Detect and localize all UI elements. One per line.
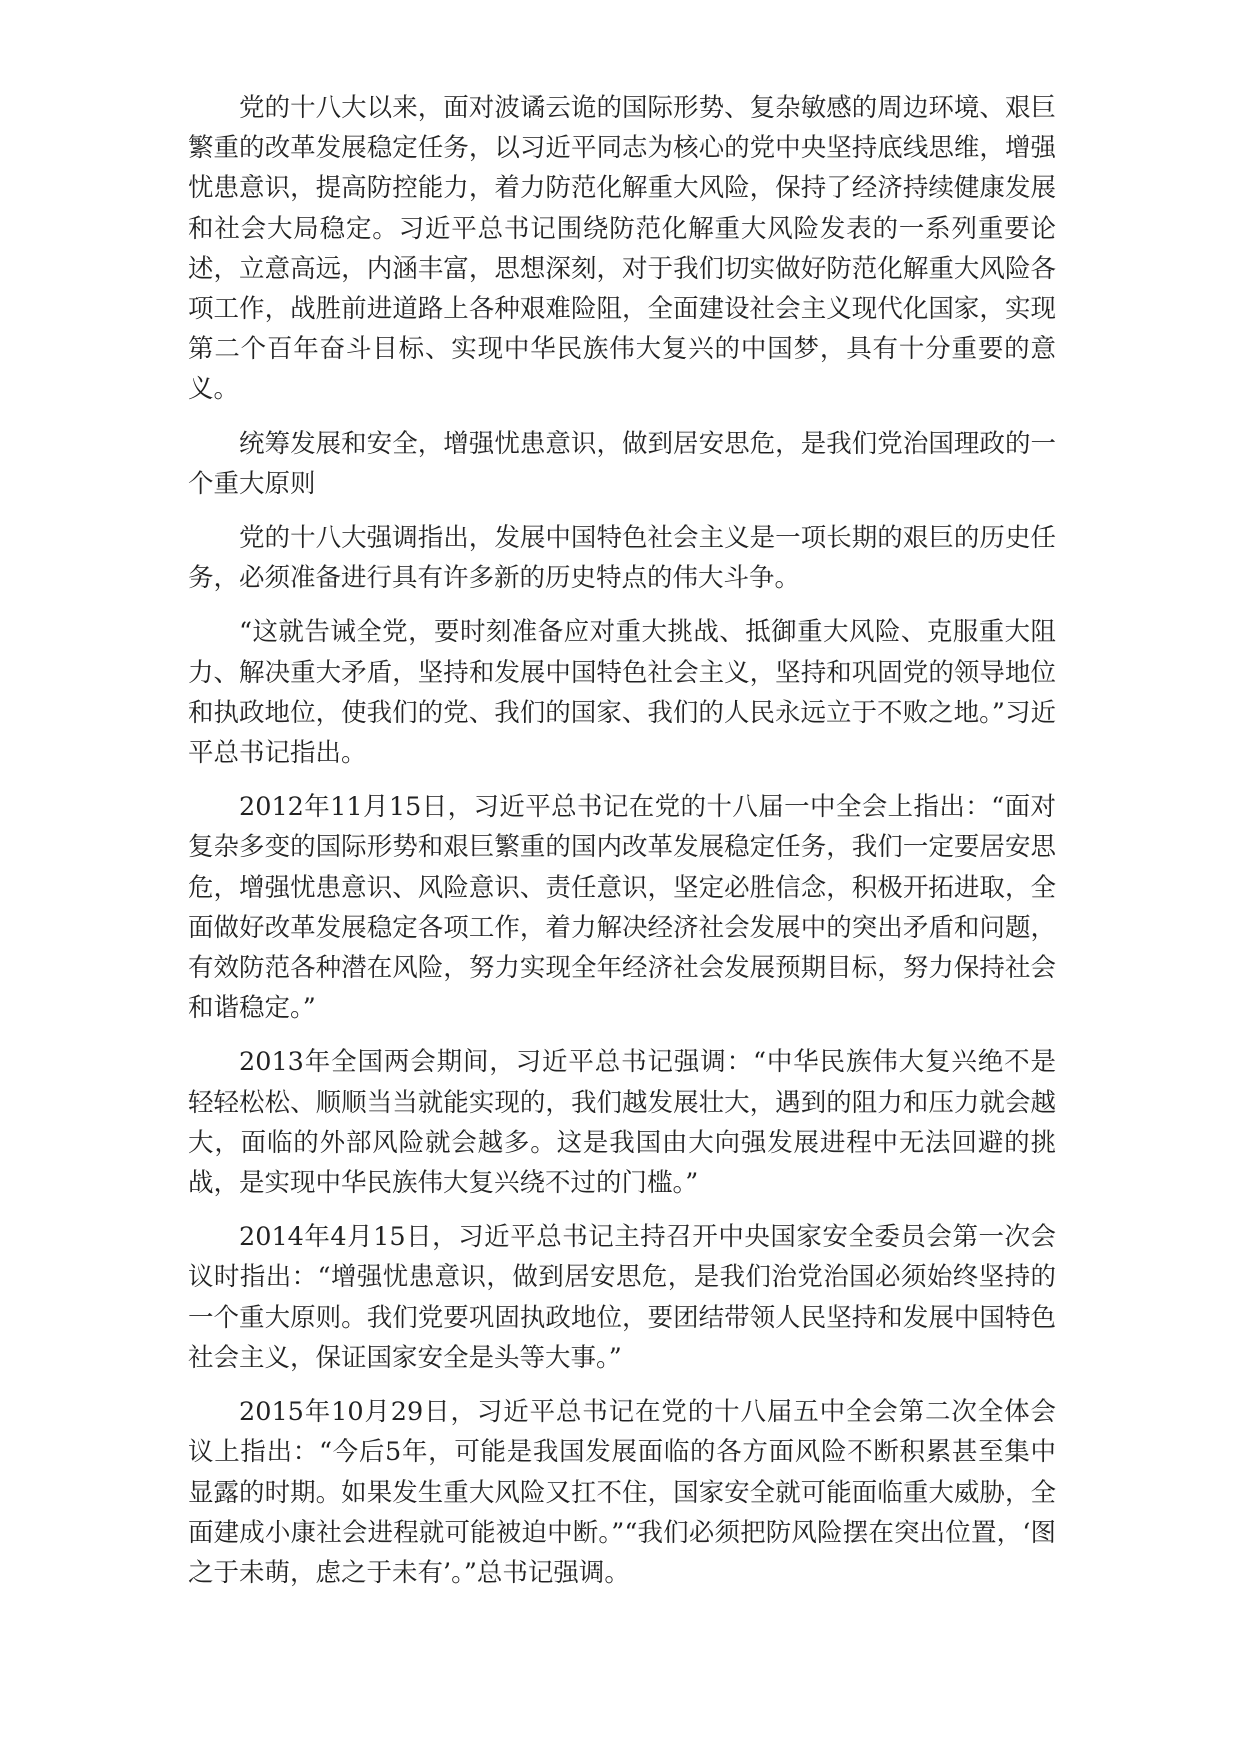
paragraph-2013: 2013年全国两会期间，习近平总书记强调：“中华民族伟大复兴绝不是轻轻松松、顺顺当当就能实现的，我们越发展壮大，遇到的阻力和压力就会越大，面临的外部风险就会越多。这是我国由大向强发展进程中无法回避的挑战，是实现中华民族伟大复兴绕不过的门槛。” bbox=[188, 1047, 1056, 1199]
paragraph-heading-principle: 统筹发展和安全，增强忧患意识，做到居安思危，是我们党治国理政的一个重大原则 bbox=[188, 428, 1056, 499]
paragraph-2015: 2015年10月29日，习近平总书记在党的十八届五中全会第二次全体会议上指出：“今后5年，可能是我国发展面临的各方面风险不断积累甚至集中显露的时期。如果发生重大风险又扛不住，国家安全就可能面临重大威胁，全面建成小康社会进程就可能被迫中断。”“我们必须把防风险摆在突出位置，‘图之于未萌，虑之于未有’。”总书记强调。 bbox=[188, 1397, 1056, 1588]
document-page bbox=[188, 88, 1056, 1607]
paragraph-2014: 2014年4月15日，习近平总书记主持召开中央国家安全委员会第一次会议时指出：“增强忧患意识，做到居安思危，是我们治党治国必须始终坚持的一个重大原则。我们党要巩固执政地位，要团结带领人民坚持和发展中国特色社会主义，保证国家安全是头等大事。” bbox=[188, 1222, 1056, 1373]
paragraph-2012: 2012年11月15日，习近平总书记在党的十八届一中全会上指出：“面对复杂多变的国际形势和艰巨繁重的国内改革发展稳定任务，我们一定要居安思危，增强忧患意识、风险意识、责任意识，坚定必胜信念，积极开拓进取，全面做好改革发展稳定各项工作，着力解决经济社会发展中的突出矛盾和问题，有效防范各种潜在风险，努力实现全年经济社会发展预期目标，努力保持社会和谐稳定。” bbox=[188, 792, 1056, 1024]
paragraph-eighteenth-congress: 党的十八大强调指出，发展中国特色社会主义是一项长期的艰巨的历史任务，必须准备进行具有许多新的历史特点的伟大斗争。 bbox=[188, 523, 1056, 594]
paragraph-intro: 党的十八大以来，面对波谲云诡的国际形势、复杂敏感的周边环境、艰巨繁重的改革发展稳定任务，以习近平同志为核心的党中央坚持底线思维，增强忧患意识，提高防控能力，着力防范化解重大风险，保持了经济持续健康发展和社会大局稳定。习近平总书记围绕防范化解重大风险发表的一系列重要论述，立意高远，内涵丰富，思想深刻，对于我们切实做好防范化解重大风险各项工作，战胜前进道路上各种艰难险阻，全面建设社会主义现代化国家，实现第二个百年奋斗目标、实现中华民族伟大复兴的中国梦，具有十分重要的意义。 bbox=[188, 93, 1056, 405]
paragraph-quote-warning: “这就告诫全党，要时刻准备应对重大挑战、抵御重大风险、克服重大阻力、解决重大矛盾，坚持和发展中国特色社会主义，坚持和巩固党的领导地位和执政地位，使我们的党、我们的国家、我们的人民永远立于不败之地。”习近平总书记指出。 bbox=[188, 617, 1056, 769]
